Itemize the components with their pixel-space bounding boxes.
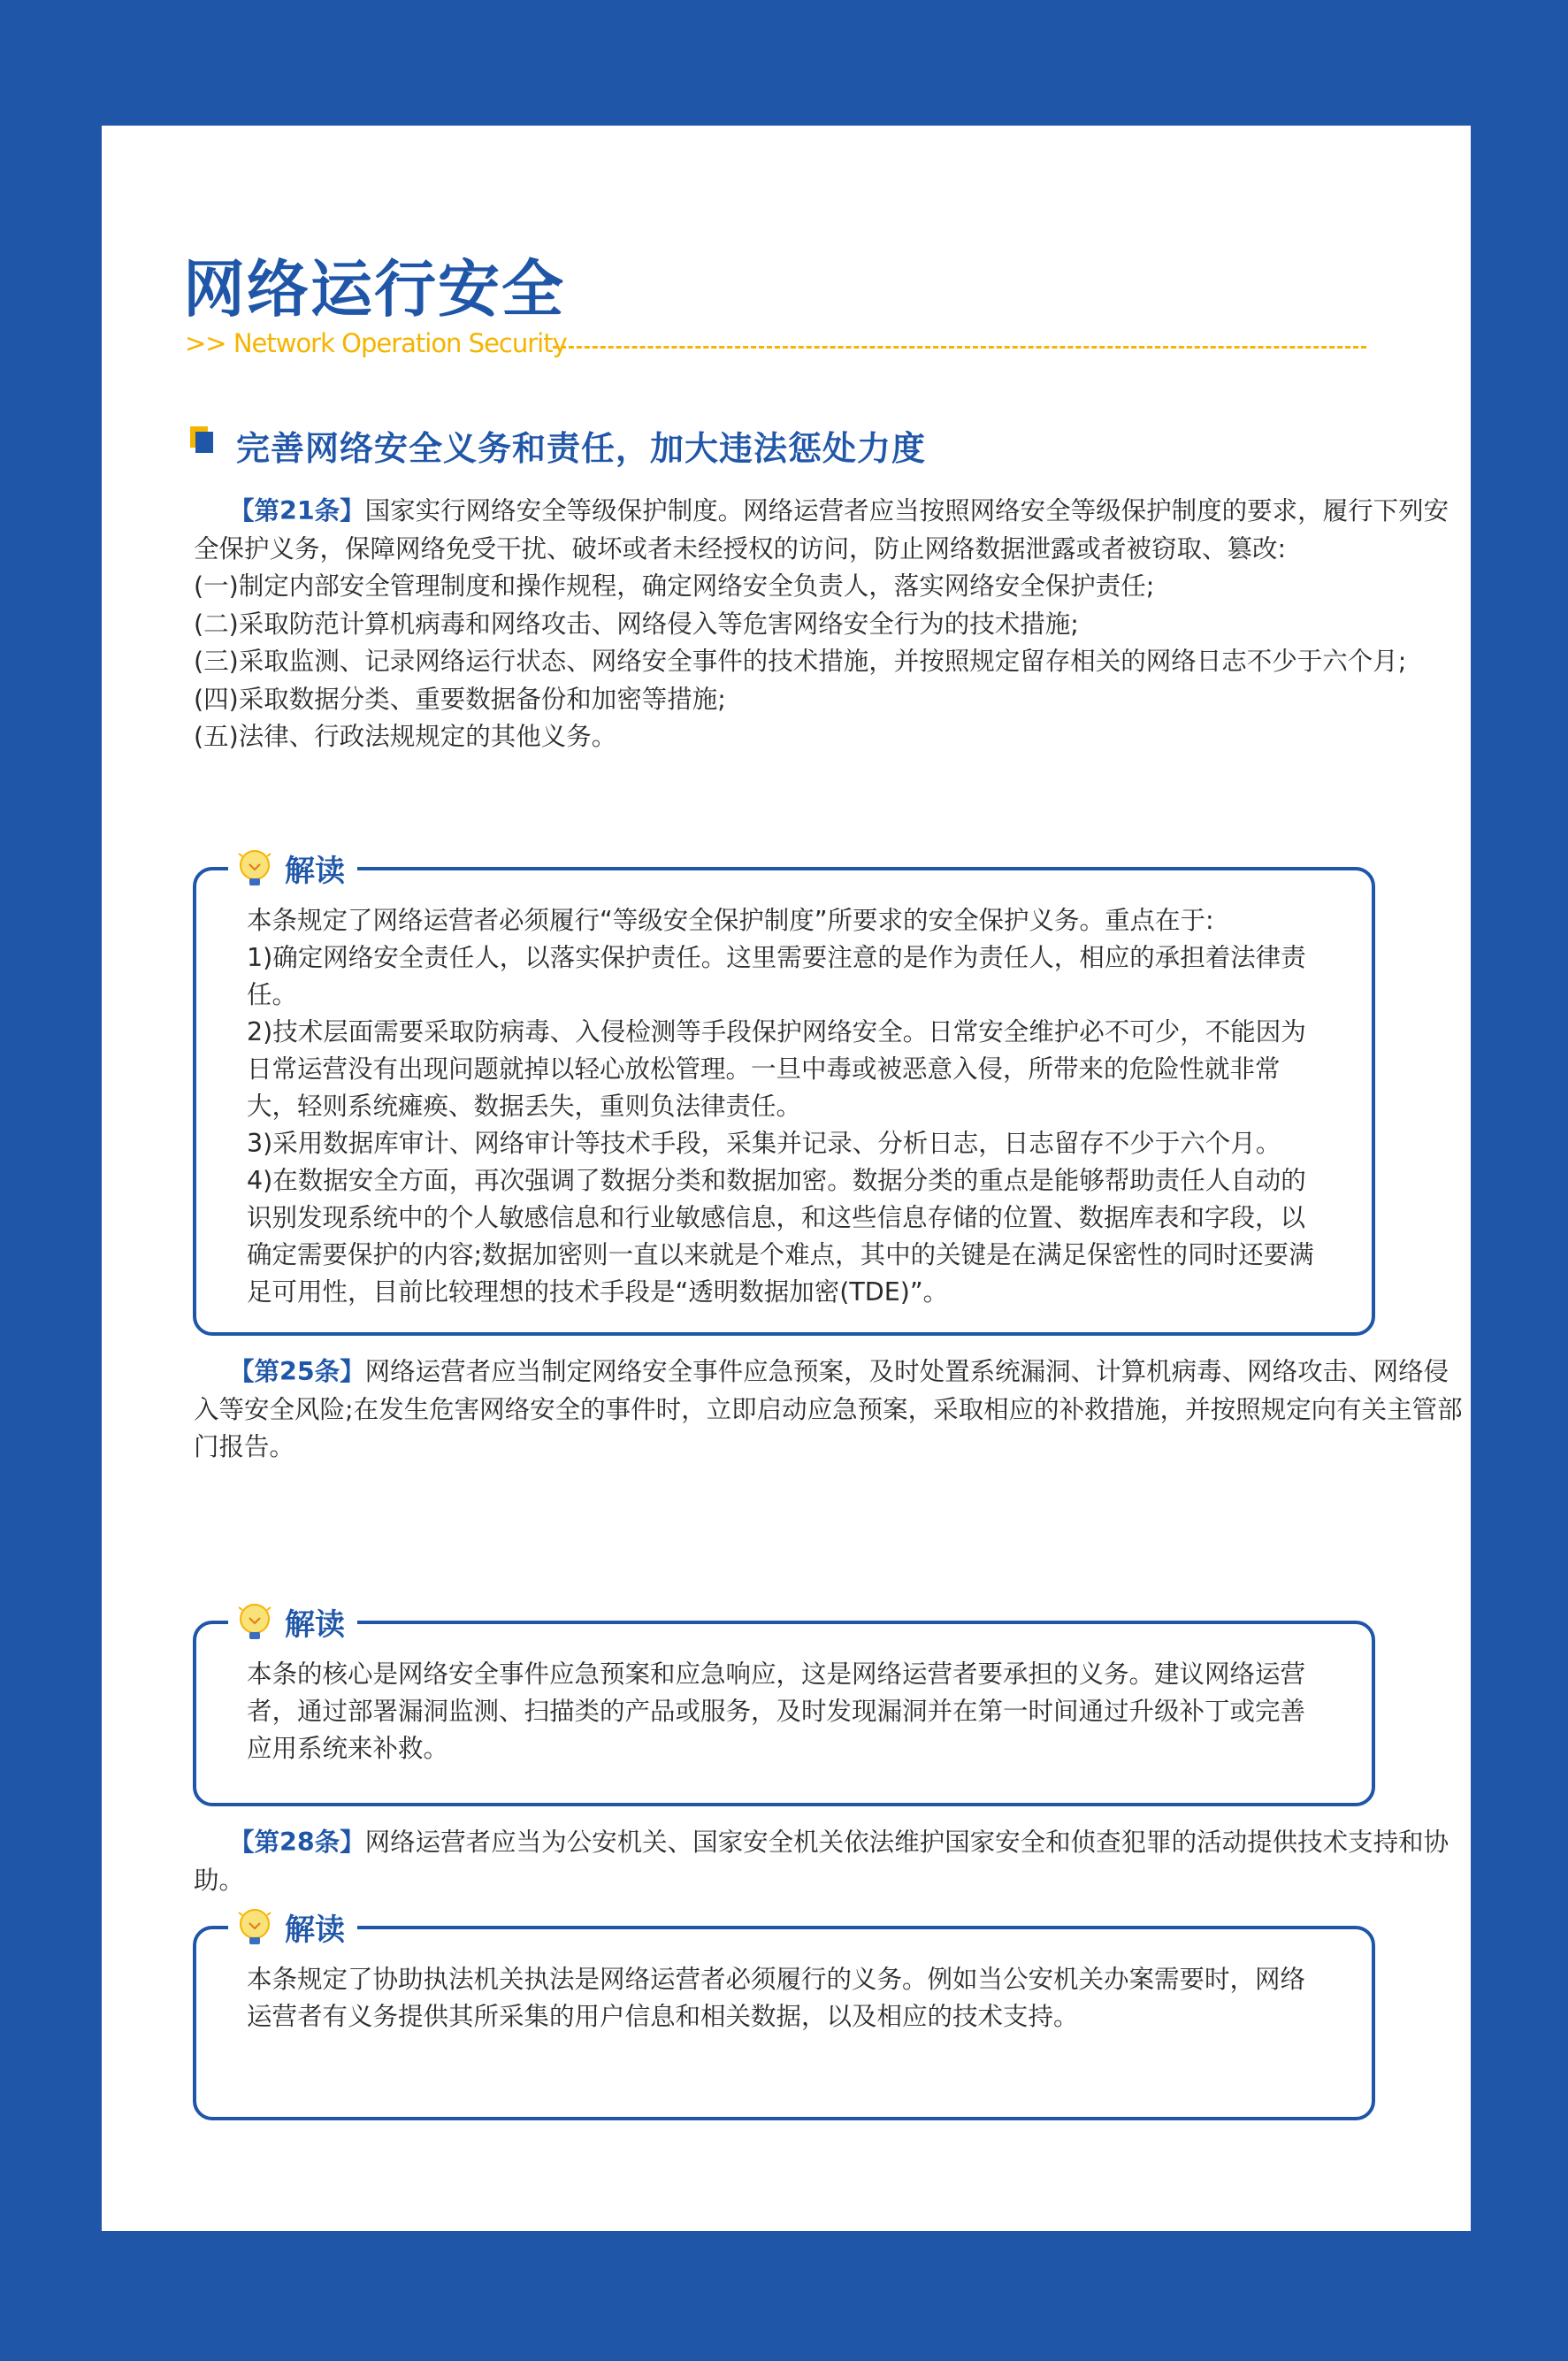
- article-item: (一)制定内部安全管理制度和操作规程，确定网络安全负责人，落实网络安全保护责任;: [194, 571, 1155, 601]
- lightbulb-icon: [237, 1602, 272, 1641]
- article-25: [194, 1353, 1467, 1467]
- article-tag: 【第21条】: [229, 496, 365, 525]
- interpretation-box: [193, 853, 1375, 1336]
- interpretation-paragraph: 4)在数据安全方面，再次强调了数据分类和数据加密。数据分类的重点是能够帮助责任人自动的识别发现系统中的个人敏感信息和行业敏感信息，和这些信息存储的位置、数据库表和字段，以确定需要保护的内容;数据加密则一直以来就是个难点，其中的关键是在满足保密性的同时还要满足可用性，目前比较理想的技术手段是“透明数据加密(TDE)”。: [247, 1166, 1314, 1307]
- interpretation-body: [196, 870, 1372, 1329]
- article-21: [194, 493, 1467, 756]
- article-item: (二)采取防范计算机病毒和网络攻击、网络侵入等危害网络安全行为的技术措施;: [194, 609, 1079, 639]
- interpretation-paragraph: 本条的核心是网络安全事件应急预案和应急响应，这是网络运营者要承担的义务。建议网络运营者，通过部署漏洞监测、扫描类的产品或服务，及时发现漏洞并在第一时间通过升级补丁或完善应用系统来补救。: [247, 1660, 1306, 1763]
- article-item: (三)采取监测、记录网络运行状态、网络安全事件的技术措施，并按照规定留存相关的网络日志不少于六个月;: [194, 647, 1407, 676]
- interpretation-label: 解读: [285, 853, 345, 889]
- article-text: 国家实行网络安全等级保护制度。网络运营者应当按照网络安全等级保护制度的要求，履行下列安全保护义务，保障网络免受干扰、破坏或者未经授权的访问，防止网络数据泄露或者被窃取、篡改:: [194, 496, 1449, 563]
- article-lead: [194, 1353, 1467, 1467]
- interpretation-label: 解读: [285, 1912, 345, 1948]
- interpretation-paragraph: 2)技术层面需要采取防病毒、入侵检测等手段保护网络安全。日常安全维护必不可少，不能因为日常运营没有出现问题就掉以轻心放松管理。一旦中毒或被恶意入侵，所带来的危险性就非常大，轻则系统瘫痪、数据丢失，重则负法律责任。: [247, 1017, 1306, 1121]
- section-heading-text: 完善网络安全义务和责任，加大违法惩处力度: [236, 429, 927, 468]
- interpretation-box: [193, 1912, 1375, 2120]
- page-subtitle: >> Network Operation Security: [185, 328, 567, 358]
- title-divider: [553, 346, 1366, 349]
- lightbulb-icon: [237, 848, 272, 887]
- interpretation-paragraph: 3)采用数据库审计、网络审计等技术手段，采集并记录、分析日志，日志留存不少于六个月。: [247, 1129, 1281, 1158]
- article-tag: 【第25条】: [229, 1357, 365, 1386]
- bullet-square-icon: [195, 432, 213, 453]
- article-28: [194, 1824, 1467, 1899]
- interpretation-label: 解读: [285, 1606, 345, 1643]
- article-lead: [194, 1824, 1467, 1899]
- page-title: 网络运行安全: [183, 253, 565, 326]
- interpretation-header: [228, 1903, 357, 1951]
- interpretation-box: [193, 1606, 1375, 1806]
- interpretation-paragraph: 本条规定了网络运营者必须履行“等级安全保护制度”所要求的安全保护义务。重点在于:: [247, 906, 1214, 935]
- article-tag: 【第28条】: [229, 1828, 365, 1857]
- content-panel: [102, 126, 1471, 2231]
- article-text: 网络运营者应当制定网络安全事件应急预案，及时处置系统漏洞、计算机病毒、网络攻击、网络侵入等安全风险;在发生危害网络安全的事件时，立即启动应急预案，采取相应的补救措施，并按照规定向有关主管部门报告。: [194, 1357, 1463, 1461]
- article-lead: [194, 493, 1467, 568]
- interpretation-paragraph: 本条规定了协助执法机关执法是网络运营者必须履行的义务。例如当公安机关办案需要时，网络运营者有义务提供其所采集的用户信息和相关数据，以及相应的技术支持。: [247, 1965, 1306, 2031]
- interpretation-header: [228, 1598, 357, 1645]
- interpretation-body: [196, 1929, 1372, 2053]
- article-text: 网络运营者应当为公安机关、国家安全机关依法维护国家安全和侦查犯罪的活动提供技术支持和协助。: [194, 1828, 1449, 1895]
- article-item: (五)法律、行政法规规定的其他义务。: [194, 722, 617, 751]
- interpretation-header: [228, 844, 357, 892]
- interpretation-body: [196, 1624, 1372, 1785]
- lightbulb-icon: [237, 1907, 272, 1946]
- interpretation-paragraph: 1)确定网络安全责任人，以落实保护责任。这里需要注意的是作为责任人，相应的承担着法律责任。: [247, 943, 1306, 1009]
- article-item: (四)采取数据分类、重要数据备份和加密等措施;: [194, 684, 726, 714]
